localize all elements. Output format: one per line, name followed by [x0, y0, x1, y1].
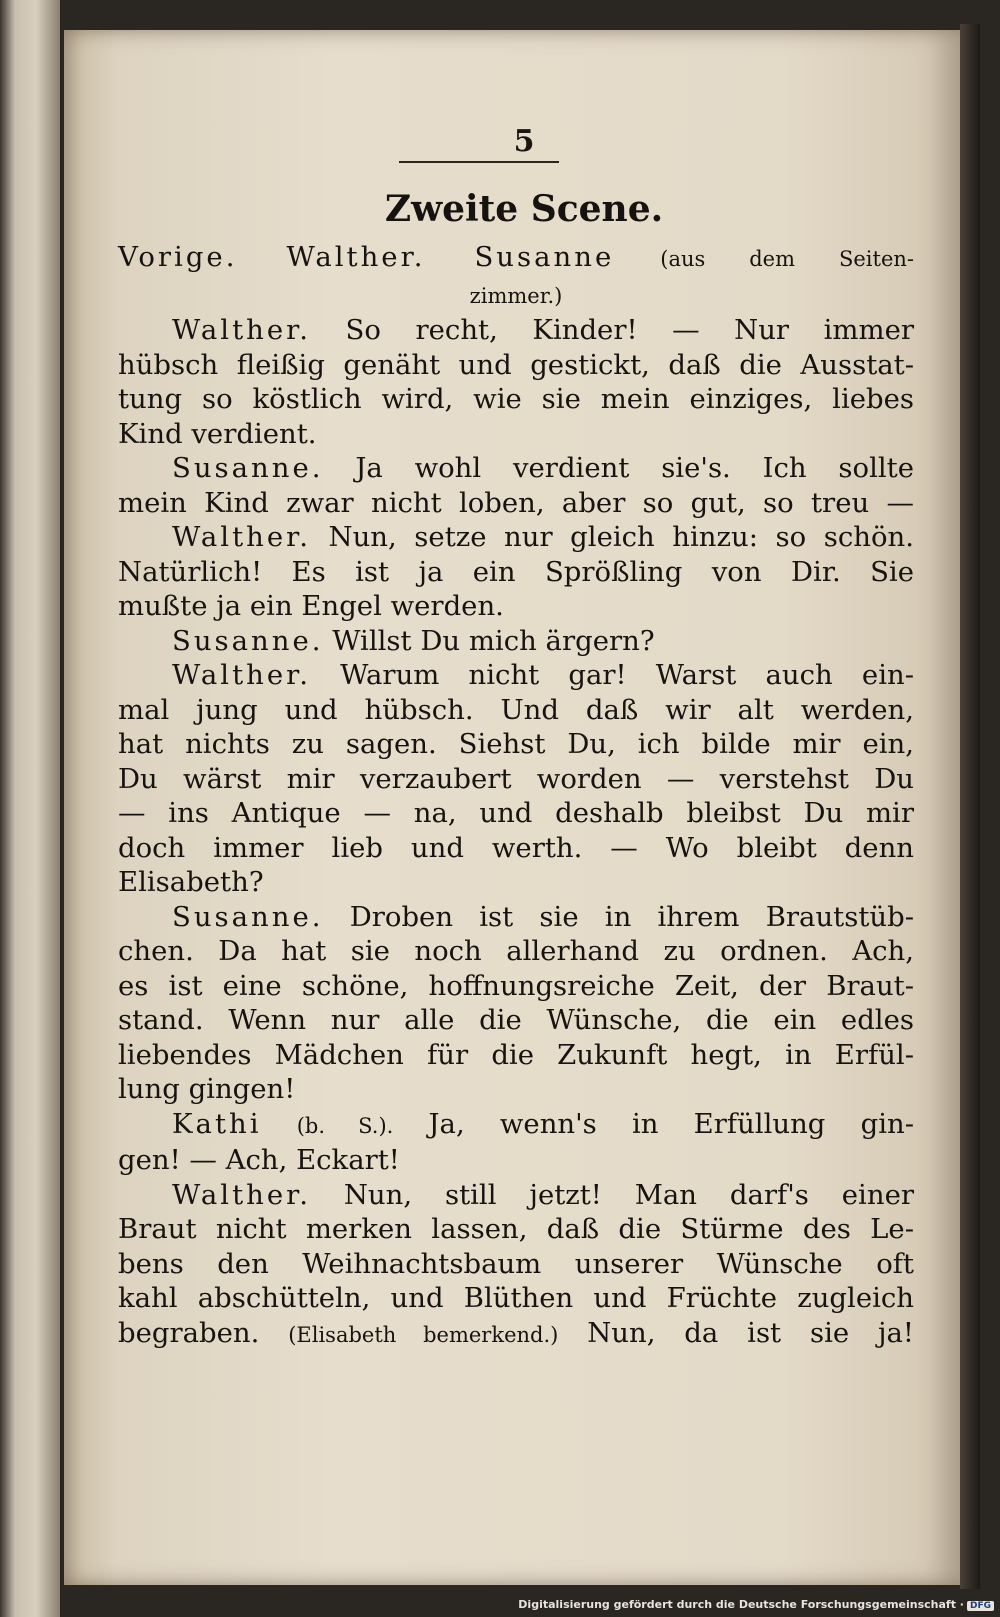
speech-text: stand. Wenn nur alle die Wünsche, die ein edles: [118, 1004, 914, 1036]
speech-line: [118, 348, 914, 383]
speech-line: [118, 589, 914, 624]
speech-text: So recht, Kinder! — Nur immer: [345, 314, 915, 346]
speech-text: mal jung und hübsch. Und daß wir alt werden,: [118, 693, 914, 726]
speech-line: [118, 865, 914, 900]
speech-line: [118, 451, 914, 486]
speech-line: [118, 624, 914, 659]
speech-text: es ist eine schöne, hoffnungsreiche Zeit, der Braut-: [118, 969, 914, 1002]
speaker-name: Walther.: [172, 314, 311, 346]
speech-text: tung so köstlich wird, wie sie mein einziges, liebes: [118, 383, 914, 415]
speaker-name: Walther.: [172, 1178, 311, 1211]
speech-line: [118, 1143, 914, 1178]
speech-text: liebendes Mädchen für die Zukunft hegt, in Erfül-: [118, 1038, 914, 1071]
dfg-logo: DFG: [967, 1601, 994, 1611]
cast-note-continued: zimmer.): [469, 283, 563, 308]
speech-line: [118, 1212, 914, 1247]
speech-line: [118, 1178, 914, 1213]
speech-text: mein Kind zwar nicht loben, aber so gut, so treu —: [118, 486, 914, 519]
cast-line-continued: [118, 277, 914, 314]
speech-line: [118, 693, 914, 728]
speech-text: Nun, setze nur gleich hinzu: so schön.: [328, 521, 914, 553]
speech-line: [118, 934, 914, 969]
speech-text: Warum nicht gar! Warst auch ein-: [340, 659, 914, 691]
speaker-name: Susanne.: [172, 624, 324, 657]
speaker-name: Kathi: [172, 1107, 262, 1140]
speech-text: Ja, wenn's in Erfüllung gin-: [428, 1107, 915, 1140]
speech-text: Du wärst mir verzaubert worden — verstehst Du: [118, 762, 914, 795]
adjacent-page-edge: [0, 0, 60, 1617]
speech-line: [118, 1316, 914, 1353]
speaker-name: Walther.: [172, 659, 311, 691]
speaker-name: Walther.: [172, 521, 311, 553]
book-cover-edge: [960, 24, 980, 1589]
speech-text: — ins Antique — na, und deshalb bleibst Du mir: [118, 797, 914, 829]
speech-line: [118, 796, 914, 831]
cast-line: [118, 240, 914, 277]
speech-line: [118, 969, 914, 1004]
speech-text: Natürlich! Es ist ja ein Sprößling von Dir. Sie: [118, 555, 914, 588]
header-rule: [399, 161, 559, 163]
speech-text: hübsch fleißig genäht und gestickt, daß die Ausstat-: [118, 348, 914, 381]
speech-text: Ja wohl verdient sie's. Ich sollte: [355, 452, 914, 484]
scene-title: Zweite Scene.: [384, 188, 664, 230]
speech-line: [118, 1247, 914, 1282]
speech-line: [118, 520, 914, 555]
speech-text: kahl abschütteln, und Blüthen und Früchte zugleich: [118, 1282, 914, 1314]
speech-line: [118, 417, 914, 452]
digitization-credit: Digitalisierung gefördert durch die Deutsche Forschungsgemeinschaft · DFG: [518, 1598, 994, 1611]
speech-text: hat nichts zu sagen. Siehst Du, ich bilde mir ein,: [118, 728, 914, 760]
stage-aside: (b. S.).: [296, 1113, 394, 1138]
speech-text: chen. Da hat sie noch allerhand zu ordnen. Ach,: [118, 935, 914, 967]
speech-line: [118, 382, 914, 417]
speech-text: mußte ja ein Engel werden.: [118, 590, 504, 622]
speech-text: Elisabeth?: [118, 866, 264, 898]
speech-line: [118, 1072, 914, 1107]
page-number: 5: [513, 124, 535, 159]
cast-note: (aus dem Seiten-: [660, 247, 914, 271]
speech-text: Willst Du mich ärgern?: [332, 624, 655, 657]
speech-line: [118, 1003, 914, 1038]
speech-text: Nun, still jetzt! Man darf's einer: [343, 1178, 914, 1211]
speech-text: gen! — Ach, Eckart!: [118, 1144, 400, 1176]
speaker-name: Susanne.: [172, 900, 324, 933]
speech-line: [118, 1038, 914, 1073]
page-text: [118, 240, 914, 1352]
speech-text: Droben ist sie in ihrem Brautstüb-: [349, 900, 914, 933]
speech-line: [118, 762, 914, 797]
cast-names: Vorige. Walther. Susanne: [118, 241, 615, 273]
speech-text: Braut nicht merken lassen, daß die Stürme des Le-: [118, 1213, 914, 1245]
speech-text: begraben.: [118, 1316, 260, 1349]
speech-text: Nun, da ist sie ja!: [587, 1316, 914, 1349]
stage-direction: (Elisabeth bemerkend.): [288, 1322, 559, 1347]
speech-line: [118, 313, 914, 348]
speech-text: lung gingen!: [118, 1073, 296, 1105]
speech-line: [118, 900, 914, 935]
speech-text: doch immer lieb und werth. — Wo bleibt denn: [118, 831, 914, 864]
speech-text: bens den Weihnachtsbaum unserer Wünsche oft: [118, 1247, 914, 1280]
book-page: [64, 30, 960, 1585]
speech-line: [118, 555, 914, 590]
speech-line: [118, 727, 914, 762]
speech-line: [118, 486, 914, 521]
speech-text: Kind verdient.: [118, 417, 317, 450]
speaker-name: Susanne.: [172, 452, 324, 484]
speech-line: [118, 1107, 914, 1144]
credit-text: Digitalisierung gefördert durch die Deutsche Forschungsgemeinschaft: [518, 1598, 956, 1611]
speech-line: [118, 831, 914, 866]
speech-line: [118, 1281, 914, 1316]
speech-line: [118, 658, 914, 693]
